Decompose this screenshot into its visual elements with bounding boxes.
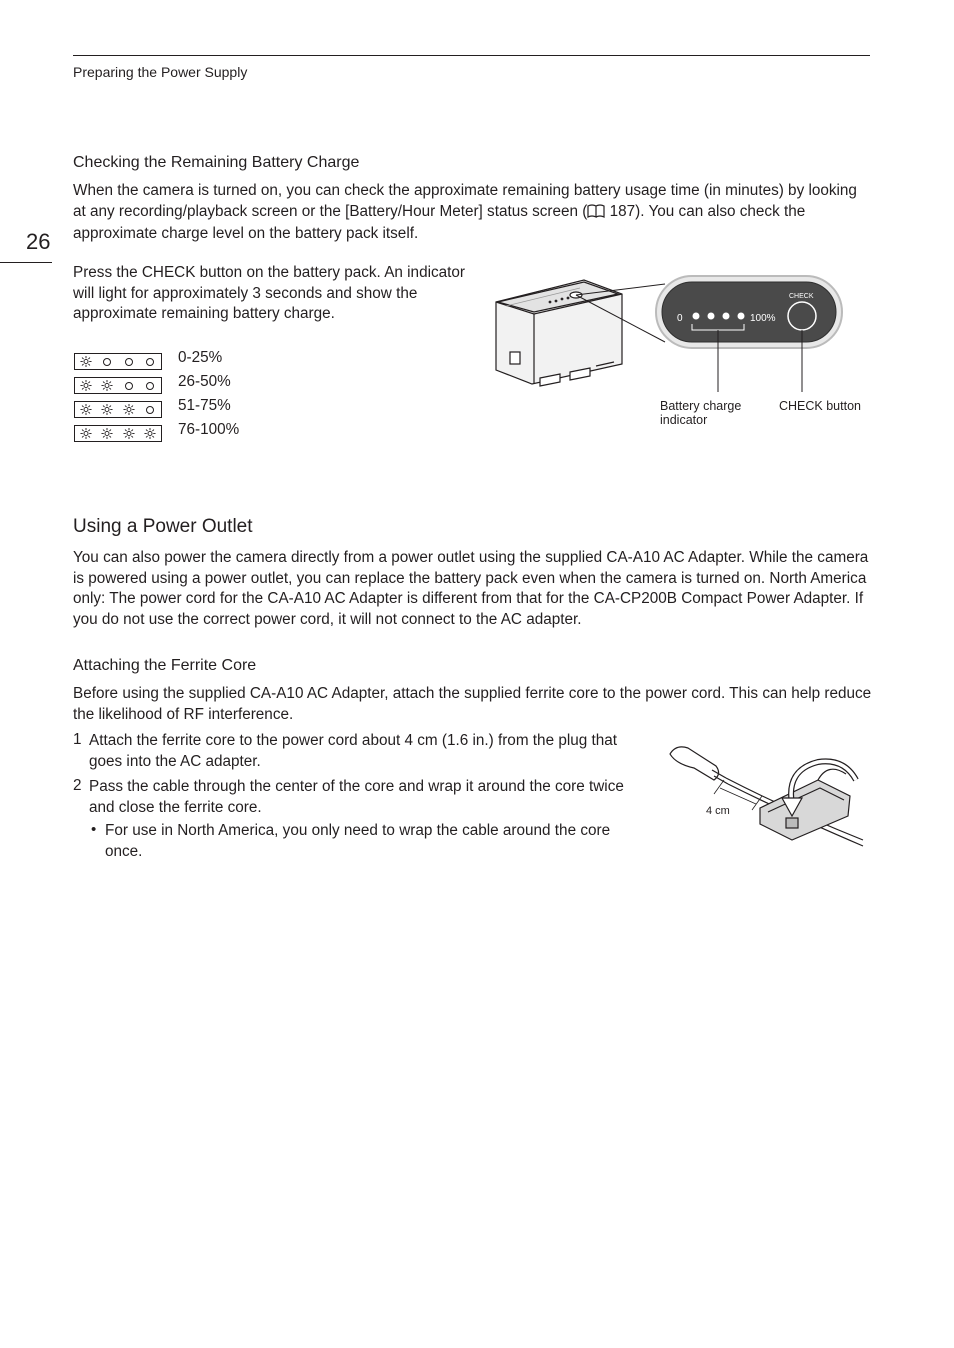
indicator-lit-icon	[144, 428, 156, 440]
charge-level-label: 76-100%	[178, 421, 240, 438]
indicator-lit-icon	[101, 380, 113, 392]
ferrite-body: Before using the supplied CA-A10 AC Adapter, attach the supplied ferrite core to the power cord. This can help reduce the likelihood of RF interference.	[73, 685, 872, 723]
header-rule	[73, 55, 870, 56]
charge-indicator-row	[74, 353, 162, 370]
power-outlet-body: You can also power the camera directly from a power outlet using the supplied CA-A10 AC Adapter. While the camera is powered using a power outlet, you can replace the battery pack even when the camera is turned on. North America only: The power cord for the CA-A10 AC Adapter is different from that for the CA-CP200B Compact Power Adapter. If you do not use the correct power cord, it will not connect to the AC adapter.	[73, 549, 869, 628]
indicator-off-icon	[123, 356, 135, 368]
indicator-lit-icon	[80, 428, 92, 440]
panel-full-label: 100%	[750, 313, 776, 324]
indicator-off-icon	[101, 356, 113, 368]
indicator-lit-icon	[123, 428, 135, 440]
ferrite-core-figure	[668, 740, 868, 852]
step-number: 1	[73, 731, 82, 748]
bullet-icon: •	[91, 821, 97, 838]
book-reference-icon	[587, 204, 605, 225]
indicator-lit-icon	[80, 380, 92, 392]
step-text: Attach the ferrite core to the power cord about 4 cm (1.6 in.) from the plug that goes into the AC adapter.	[89, 732, 618, 770]
charge-level-label: 51-75%	[178, 397, 231, 414]
battery-check-instruction: Press the CHECK button on the battery pack. An indicator will light for approximately 3 seconds and show the approximate remaining battery charge.	[73, 264, 465, 322]
indicator-lit-icon	[80, 404, 92, 416]
indicator-lit-icon	[80, 356, 92, 368]
indicator-off-icon	[144, 380, 156, 392]
panel-check-label: CHECK	[789, 293, 814, 300]
charge-level-label: 0-25%	[178, 349, 223, 366]
section-title-ferrite-core: Attaching the Ferrite Core	[73, 657, 257, 674]
indicator-off-icon	[144, 404, 156, 416]
charge-indicator-row	[74, 425, 162, 442]
indicator-off-icon	[123, 380, 135, 392]
note-text: For use in North America, you only need to wrap the cable around the core once.	[105, 822, 611, 860]
running-header: Preparing the Power Supply	[73, 64, 248, 80]
check-button-label: CHECK button	[779, 399, 861, 413]
charge-indicator-row	[74, 401, 162, 418]
page-number-rule	[0, 262, 52, 263]
charge-level-label: 26-50%	[178, 373, 231, 390]
distance-label: 4 cm	[706, 805, 730, 817]
step-number: 2	[73, 777, 82, 794]
indicator-off-icon	[144, 356, 156, 368]
indicator-lit-icon	[101, 428, 113, 440]
battery-check-intro	[73, 181, 873, 245]
battery-pack-illustration	[496, 280, 622, 386]
step-text: Pass the cable through the center of the core and wrap it around the core twice and close the ferrite core.	[89, 778, 624, 816]
section-title-battery-check: Checking the Remaining Battery Charge	[73, 154, 360, 171]
battery-charge-indicator-label: Battery charge indicator	[660, 399, 742, 427]
intro-text: When the camera is turned on, you can check the approximate remaining battery usage time (in minutes) by looking at any recording/playback screen or the [Battery/Hour Meter] status screen (	[73, 182, 857, 220]
indicator-lit-icon	[123, 404, 135, 416]
section-title-power-outlet: Using a Power Outlet	[73, 516, 253, 537]
battery-pack-figure	[490, 272, 870, 392]
panel-zero-label: 0	[677, 313, 683, 324]
indicator-lit-icon	[101, 404, 113, 416]
charge-indicator-row	[74, 377, 162, 394]
intro-text-after-ref: 187). You can also check the approximate charge level on the battery pack itself.	[73, 202, 806, 242]
battery-panel-callout	[656, 276, 842, 348]
page-number: 26	[26, 229, 51, 254]
